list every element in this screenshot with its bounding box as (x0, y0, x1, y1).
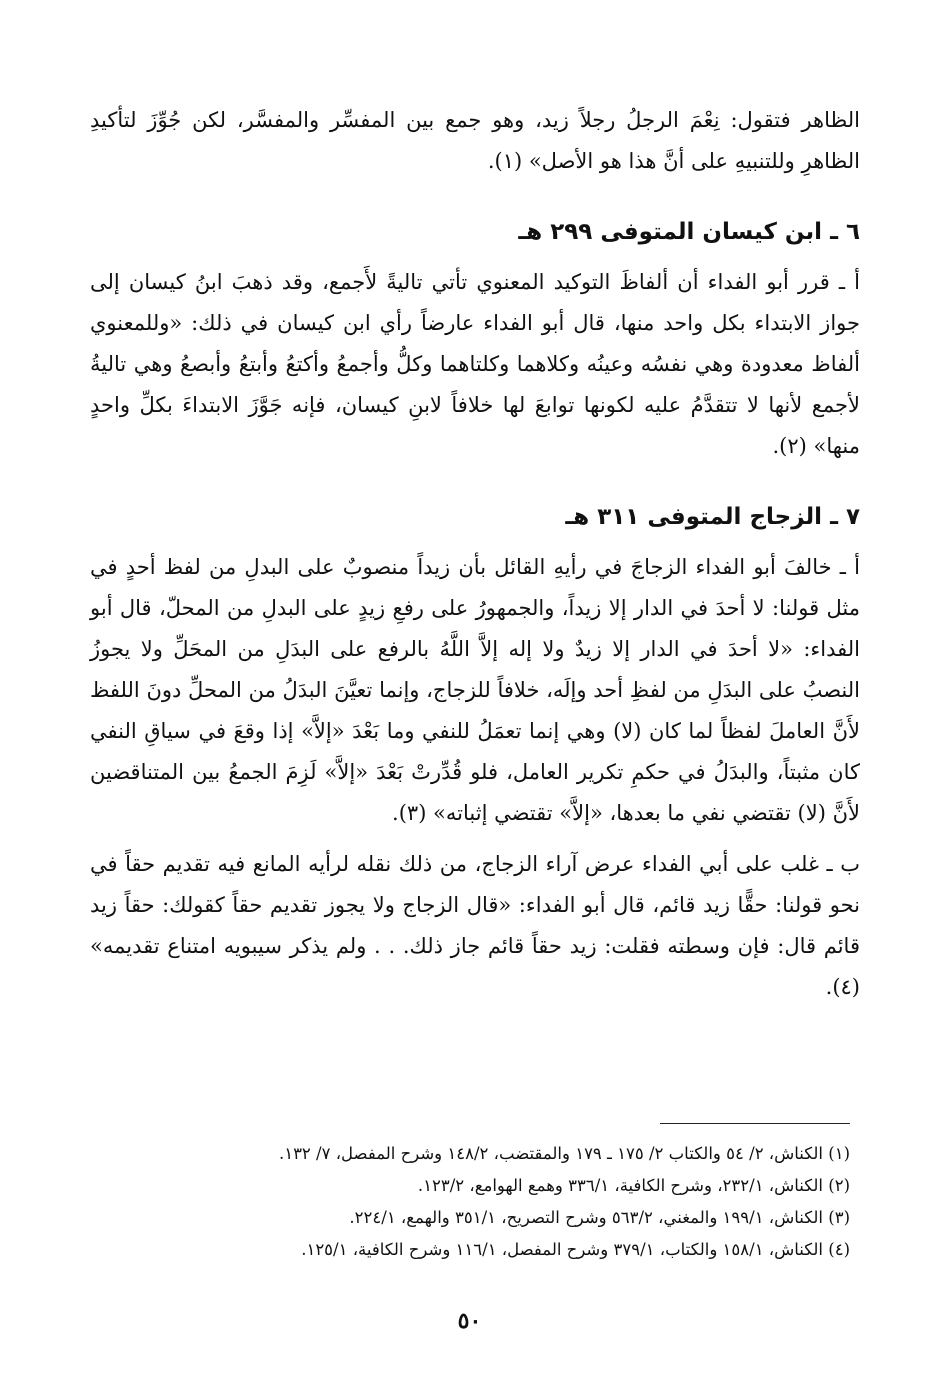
footnotes (150, 1138, 850, 1266)
page-body (90, 100, 860, 1008)
page-number: ٥٠ (457, 1308, 482, 1334)
section-heading-ibn-kaysan: ٦ ـ ابن كيسان المتوفى ٢٩٩ هـ (518, 219, 860, 245)
paragraph-ibn-kaysan-a: أ ـ قرر أبو الفداء أن ألفاظَ التوكيد المعنوي تأتي تاليةً لأَجمع، وقد ذهبَ ابنُ كيسان إلى جواز الابتداء بكل واحد منها، قال أبو الفداء عارضاً رأي ابن كيسان في ذلك: «وللمعنوي ألفاظ معدودة وهي نفسُه وعينُه وكلاهما وكلتاهما وكلُّ وأجمعُ وأكتعُ وأبتعُ وأبصعُ وهي تاليةُ لأجمع لأنها لا تتقدَّمُ عليه لكونها توابعَ لها خلافاً لابنِ كيسان، فإنه جَوَّزَ الابتداءَ بكلِّ واحدٍ منها» (٢). (90, 270, 860, 458)
footnote-4: (٤) الكناش، ١٥٨/١ والكتاب، ٣٧٩/١ وشرح المفصل، ١١٦/١ وشرح الكافية، ١٢٥/١. (301, 1240, 850, 1259)
paragraph-zajjaj-b: ب ـ غلب على أبي الفداء عرض آراء الزجاج، من ذلك نقله لرأيه المانع فيه تقديم حقاً في نحو قولنا: حقًّا زيد قائم، قال أبو الفداء: «قال الزجاج ولا يجوز تقديم حقاً كقولك: حقاً زيد قائم قال: فإن وسطته فقلت: زيد حقاً قائم جاز ذلك. . . ولم يذكر سيبويه امتناع تقديمه» (٤). (90, 852, 860, 999)
footnote-3: (٣) الكناش، ١٩٩/١ والمغني، ٥٦٣/٢ وشرح التصريح، ٣٥١/١ والهمع، ٢٢٤/١. (349, 1208, 850, 1227)
footnote-1: (١) الكناش، ٢/ ٥٤ والكتاب ٢/ ١٧٥ ـ ١٧٩ والمقتضب، ١٤٨/٢ وشرح المفصل، ٧/ ١٣٢. (278, 1144, 850, 1163)
footnote-separator (660, 1123, 850, 1124)
section-heading-zajjaj: ٧ ـ الزجاج المتوفى ٣١١ هـ (565, 504, 860, 530)
paragraph-zajjaj-a: أ ـ خالفَ أبو الفداء الزجاجَ في رأيهِ القائل بأن زيداً منصوبٌ على البدلِ من لفظ أحدٍ في مثل قولنا: لا أحدَ في الدار إلا زيداً، والجمهورُ على رفعِ زيدٍ على البدلِ من المحلّ، قال أبو الفداء: «لا أحدَ في الدار إلا زيدٌ ولا إله إلاَّ اللَّهُ بالرفع على البدَلِ من المحَلِّ ولا يجوزُ النصبُ على البدَلِ من لفظِ أحد وإلَه، خلافاً للزجاج، وإنما تعيَّنَ البدَلُ من المحلِّ دونَ اللفظ لأَنَّ العاملَ لفظاً لما كان (لا) وهي إنما تعمَلُ للنفي وما بَعْدَ «إلاَّ» إذا وقعَ في سياقِ النفي كان مثبتاً، والبدَلُ في حكمِ تكرير العامل، فلو قُدِّرتْ بَعْدَ «إلاَّ» لَزِمَ الجمعُ بين المتناقضين لأَنَّ (لا) تقتضي نفي ما بعدها، «إلاَّ» تقتضي إثباته» (٣). (90, 555, 860, 825)
footnote-2: (٢) الكناش، ٢٣٢/١، وشرح الكافية، ٣٣٦/١ وهمع الهوامع، ١٢٣/٢. (417, 1176, 850, 1195)
paragraph-continuation: الظاهر فتقول: نِعْمَ الرجلُ رجلاً زيد، وهو جمع بين المفسِّر والمفسَّر، لكن جُوِّزَ لتأكيدِ الظاهرِ وللتنبيهِ على أنَّ هذا هو الأصل» (١). (90, 108, 860, 173)
